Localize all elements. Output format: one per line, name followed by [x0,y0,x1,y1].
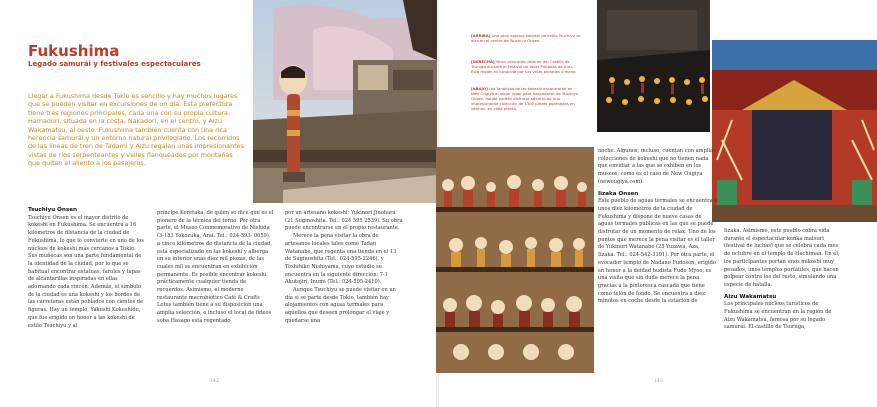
column-text: Aunque Tsuchiyu se puede visitar en un día si se parte desde Tokio, también hay alojamientos con aguas termales para aquellos que deseen prolongar el viaje y quedarse una [285,287,396,324]
left-column-3 [285,210,403,326]
column-text: noche. Algunos, incluso, cuentan con amplias colecciones de kokeshi que no tienen nada que envidiar a las que se exhiben en los museos, como es el caso de New Ougiya (newougiya.com). [598,148,716,185]
article-subtitle: Legado samurái y festivales espectaculares [28,60,201,68]
column-text: Tsuchiyu Onsen es el mayor distrito de kokeshi en Fukushima. Se encuentra a 16 kilómetros de distancia de la ciudad de Fukushima, lo que lo convierte en uno de los núcleos de kokeshi más cercanos a Tokio. Sus muñecas son una parte fundamental de la identidad de la ciudad, por lo que se habitual encontrar estatuas, faroles y tapas de alcantarillas inspiradas en ellas adornando cada rincón. Además, el símbolo de la ciudad es una kokeshi y los bordes de las carreteras están poblados con cientos de figuras. Hay un templo, Yakushi Kokeshido, que fue erigido en honor a las kokeshi de estilo Tsuchiyu y al [28,214,144,329]
caption-tag: [ARRIBA] [471,33,491,38]
page-number-right: 143 [654,379,663,384]
caption-right [471,59,581,74]
kokeshi-statue-image [253,0,437,203]
kokeshi-shelves-photo [436,147,594,373]
column-text: Los principales núcleos turísticos de Fukushima se encuentran en la región de Aizu Wakamatsu, famosa por su legado samurái. El castillo de Tsuruga, [724,301,832,331]
festival-mikoshi-photo [712,40,877,222]
kokeshi-shelves-image [436,147,594,373]
left-column-1 [28,207,146,330]
caption-text: Una gran estatua kokeshi de estilo Tsuchiyu se alza en el centro de Tsuchiyu Onsen. [471,33,581,43]
column-text: por un artesano kokeshi: Yukinori Jinohara (21 Suginoshita. Tel.: 024 595 2539). Su obra puede encontrarse en el propio restaurante. [285,210,403,232]
column-text: Merece la pena visitar la obra de artesanos locales tales como Tadao Watanabe, que regenta una tienda en el 13 de Suginoshita (Tel.: 024-595-2246), y Toshihiko Nishiyama, cuyo estudio se encuentra en la siguiente dirección: 7-1 Akutojiri, Inumi (Tel.: 024-595-2410). [285,233,397,286]
column-text: príncipe Koretaka, de quien se dice que es el pionero de la técnica del torno. Por otra parte, el Museo Conmemorativo de Nishida (3-183 Yokozuka, Arai. Tel.: 024-593- 0659), a cinco kilómetros de distancia de la ciudad, está especializado en las kokeshi y alberga en su interior unas diez mil piezas, de las cuales mil se encuentran en exhibición permanente. Es posible encontrar kokeshi prácticamente cualquier tienda de recuerdos. Asimismo, el moderno restaurante macrobiótico Café & Crafts Lotus también tiene a su disposición una amplia selección, e incluso el local de fideos soba Hasago está regentado [157,210,274,324]
caption-tag: [DERECHA] [471,59,495,64]
page-number-left: 142 [210,379,219,384]
right-column-2 [724,228,842,332]
painted-candles-photo [597,0,710,132]
festival-mikoshi-image [712,40,877,222]
section-heading-tsuchiyu: Tsuchiyu Onsen [28,207,78,213]
intro-paragraph: Llegar a Fukushima desde Tokio es sencillo y hay muchos lugares que se pueden visitar en excursiones de un día. Esta prefectura tiene tres regiones principales, cada una con su propia cultura: Hamadori, situada en la costa, Nakadori, en el centro, y Aizu Wakamatsu, al oeste. Fukushima también cuenta con una rica herencia samurái y un entorno natural privilegiado. Los recorridos de las líneas de tren de Tadami y Aizu regalan unas impresionantes vistas de ríos serpenteantes y valles flanqueados por montañas que quitan el aliento a los pasajeros. [28,92,244,168]
caption-bottom [471,86,581,111]
column-text: Este pueblo de aguas termales se encuentra a unos diez kilómetros de la ciudad de Fukushima y dispone de nueve casas de aguas termales públicas en las que se puede disfrutar de un momento de relax. Uno de los puntos que merece la pena visitar es el taller de Yukinori Watanabe (25 Yuzawa, Aza, Iizaka. Tel.: 024-542-3191). Por otra parte, el evocador templo de Nadano Fudoson, erigido en honor a la deidad budista Fudo Myoo, es una visita que sin duda merece la pena gracias a la pintoresca cascada que tiene como telón de fondo. Se encuentra a diez minutos en coche desde la estación de [598,198,718,305]
section-heading-iizaka: Iizaka Onsen [598,190,639,197]
caption-text: Los fanáticos de las kokeshi encontrarán en New Ougiya el mejor lugar para hospedarse de Tsuchiyu Onsen, donde podrán disfrutar además de una impresionante colección de 1300 piezas guardadas en vitrinas, en cada planta. [471,86,579,111]
caption-tag: [ABAJO] [471,86,488,91]
section-heading-aizu: Aizu Wakamatsu [724,293,777,300]
caption-text: Velas colocadas delante del Castillo de Tsuruga durante el Festival de Velas Pintadas de Aizu. Esta región es conocida por sus velas pintadas a mano. [471,59,577,74]
article-title: Fukushima [28,42,120,60]
right-column-1 [598,148,718,306]
painted-candles-image [597,0,710,132]
column-text: Iizaka. Asimismo, este pueblo cobra vida durante el espectacular kenka matsuri (festival de luchas) que se celebra cada mes de octubre en el templo de Hachiman. En él, los participantes portan unos mikoshi muy pesados, unos templos portátiles, que hacen golpear contra los del resto, simulando una especie de batalla. [724,228,840,288]
kokeshi-statue-photo [253,0,437,203]
left-column-2 [157,210,275,326]
caption-top [471,33,581,43]
